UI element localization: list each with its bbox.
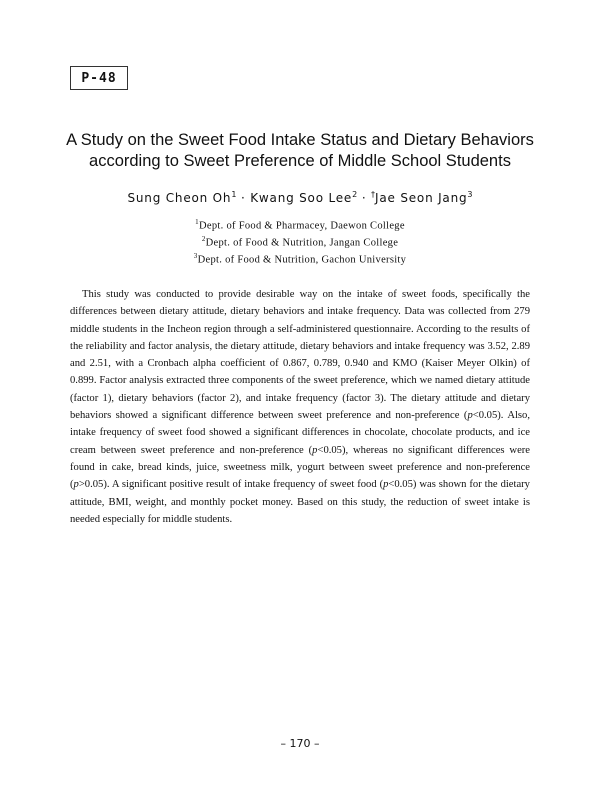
affiliation-1: $^1$Dept. of Food & Pharmacey, Daewon College <box>195 218 405 232</box>
author-list <box>40 190 560 205</box>
abstract-body: This study was conducted to provide desirable way on the intake of sweet foods, specifically the differences between dietary attitude, dietary behaviors and intake frequency. Data was collected from 279 middle students in the Incheon region through a self-administered questionnaire. According to the results of the reliability and factor analysis, the dietary attitude, dietary behaviors and intake frequency was 3.52, 2.89 and 2.51, with a Cronbach alpha coefficient of 0.867, 0.789, 0.940 and KMO (Kaiser Meyer Olkin) of 0.899. Factor analysis extracted three components of the sweet preference, which we named dietary attitude (factor 1), dietary behaviors (factor 2), and intake frequency (factor 3). The dietary attitude and dietary behaviors showed a significant difference between sweet preference and non-preference (p<0.05). Also, intake frequency of sweet food showed a significant differences in chocolate, chocolate products, and ice cream between sweet preference and non-preference (p<0.05), whereas no significant differences were found in cake, bread kinds, juice, sweetness milk, yogurt between sweet preference and non-preference (p>0.05). A significant positive result of intake frequency of sweet food (p<0.05) was shown for the dietary attitude, BMI, weight, and monthly pocket money. Based on this study, the reduction of sweet intake is needed especially for middle students. <box>70 289 531 525</box>
corresponding-author-mark: † <box>371 190 376 199</box>
author-separator: · <box>236 191 251 205</box>
page-number: – 170 – <box>280 737 320 750</box>
paper-title <box>40 130 560 172</box>
affiliation-2: $^2$Dept. of Food & Nutrition, Jangan College <box>201 235 399 249</box>
author-3: †Jae Seon Jang$^3$ <box>371 190 473 205</box>
affiliation-3: $^3$Dept. of Food & Nutrition, Gachon University <box>193 252 407 266</box>
title-line-1: A Study on the Sweet Food Intake Status and Dietary Behaviors <box>66 131 534 149</box>
author-2: Kwang Soo Lee$^2$ <box>250 190 358 205</box>
author-separator: · <box>357 191 372 205</box>
poster-number-badge: P-48 <box>70 66 128 90</box>
author-1: Sung Cheon Oh$^1$ <box>127 190 237 205</box>
title-line-2: according to Sweet Preference of Middle School Students <box>89 152 511 170</box>
affiliations <box>40 216 560 267</box>
